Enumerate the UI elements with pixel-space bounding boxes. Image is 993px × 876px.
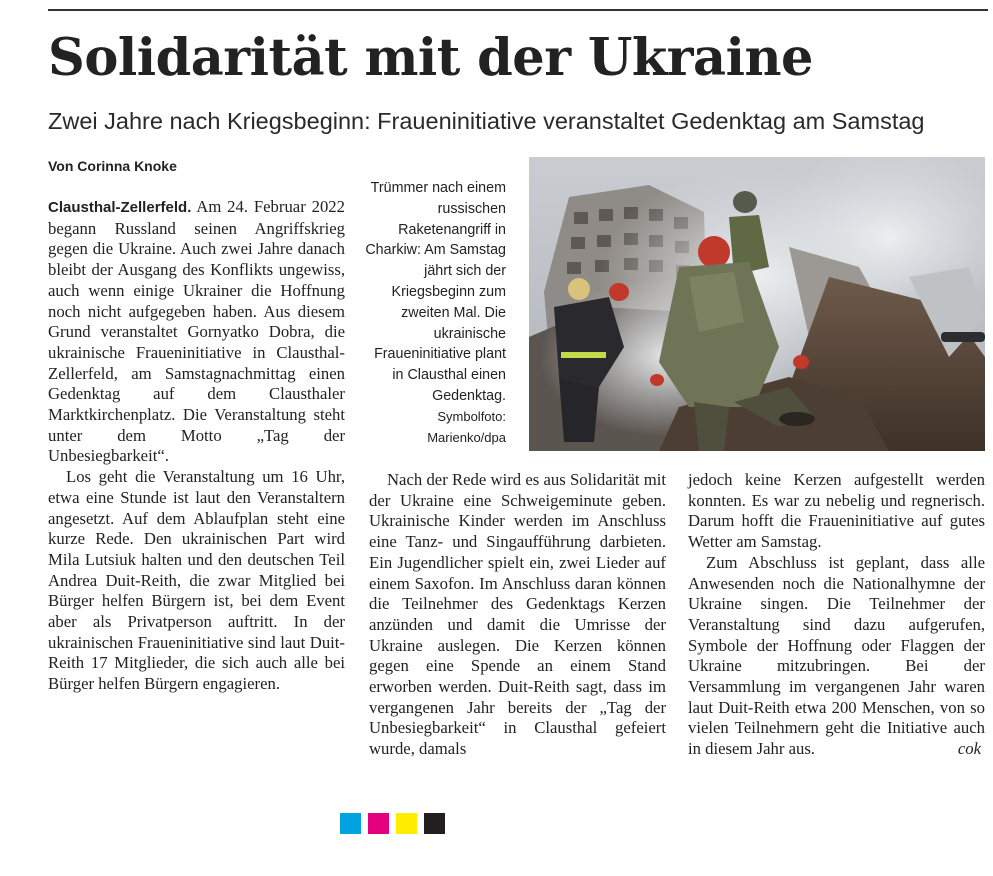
paragraph: Nach der Rede wird es aus Solidarität mit der Ukraine eine Schweigeminute geben. Ukrainische Kinder werden im Anschluss eine Tanz- und Singaufführung darbieten. Ein Jugendlicher spielt ein, zwei Lieder auf einem Saxofon. Im Anschluss daran können die Teilnehmer des Gedenktags Kerzen anzünden und damit die Umrisse der Ukraine auslegen. Die Kerzen können gegen eine Spende an einem Stand erworben werden. Duit-Reith sagt, dass im vergangenen Jahr bereits der „Tag der Unbesiegbarkeit“ in Clausthal gefeiert wurde, damals bbox=[369, 470, 666, 759]
photo-caption bbox=[364, 178, 506, 448]
black-print-mark bbox=[424, 813, 445, 834]
article-column-2 bbox=[369, 470, 666, 760]
paragraph-text: Am 24. Februar 2022 begann Russland seinen Angriffskrieg gegen die Ukraine. Auch zwei Jahre danach bleibt der Ausgang des Konflikts ungewiss, auch wenn einige Ukrainer die Hoffnung noch nicht aufgegeben haben. Aus diesem Grund veranstaltet Gornyatko Dobra, die ukrainische Fraueninitiative in Clausthal-Zellerfeld, am Samstagnachmittag einen Gedenktag auf dem Clausthaler Marktkirchenplatz. Die Veranstaltung steht unter dem Motto „Tag der Unbesiegbarkeit“. bbox=[48, 197, 345, 466]
article-column-1 bbox=[48, 197, 345, 695]
news-photo-illustration bbox=[529, 157, 985, 451]
byline: Von Corinna Knoke bbox=[48, 158, 177, 174]
photo-credit: Symbolfoto: Marienko/dpa bbox=[427, 408, 506, 445]
paragraph-text: Zum Abschluss ist geplant, dass alle Anwesenden noch die Nationalhymne der Ukraine singen. Die Teilnehmer der Veranstaltung sind dazu aufgerufen, Symbole der Hoffnung oder Flaggen der Ukraine mitzubringen. Bei der Versammlung im vergangenen Jahr waren laut Duit-Reith etwa 200 Menschen, von so vielen Teilnehmern geht die Initiative auch in diesem Jahr aus. bbox=[688, 552, 985, 759]
article-column-3 bbox=[688, 470, 985, 760]
author-signature: cok bbox=[957, 739, 981, 759]
cyan-print-mark bbox=[340, 813, 361, 834]
top-rule bbox=[48, 9, 988, 11]
headline: Solidarität mit der Ukraine bbox=[48, 28, 813, 88]
dateline: Clausthal-Zellerfeld. bbox=[48, 199, 192, 216]
paragraph bbox=[48, 197, 345, 467]
subheadline: Zwei Jahre nach Kriegsbeginn: Fraueninitiative veranstaltet Gedenktag am Samstag bbox=[48, 108, 925, 134]
news-photo bbox=[529, 157, 985, 451]
magenta-print-mark bbox=[368, 813, 389, 834]
yellow-print-mark bbox=[396, 813, 417, 834]
paragraph: Los geht die Veranstaltung um 16 Uhr, etwa eine Stunde ist laut den Veranstaltern angesetzt. Auf dem Ablaufplan steht eine kurze Rede. Den ukrainischen Part wird Mila Lutsiuk halten und den deutschen Teil Andrea Duit-Reith, die zwar Mitglied bei Bürger helfen Bürgern ist, bei dem Event aber als Privatperson auftritt. In der ukrainischen Fraueninitiative sind laut Duit-Reith 17 Mitglieder, die sich auch alle bei Bürger helfen Bürgern engagieren. bbox=[48, 467, 345, 694]
paragraph: jedoch keine Kerzen aufgestellt werden konnten. Es war zu nebelig und regnerisch. Darum hofft die Fraueninitiative auf gutes Wetter am Samstag. bbox=[688, 470, 985, 552]
caption-text: Trümmer nach einem russischen Raketenangriff in Charkiw: Am Samstag jährt sich der Kriegsbeginn zum zweiten Mal. Die ukrainische Fraueninitiative plant in Clausthal einen Gedenktag. bbox=[365, 180, 506, 404]
paragraph bbox=[688, 553, 985, 760]
